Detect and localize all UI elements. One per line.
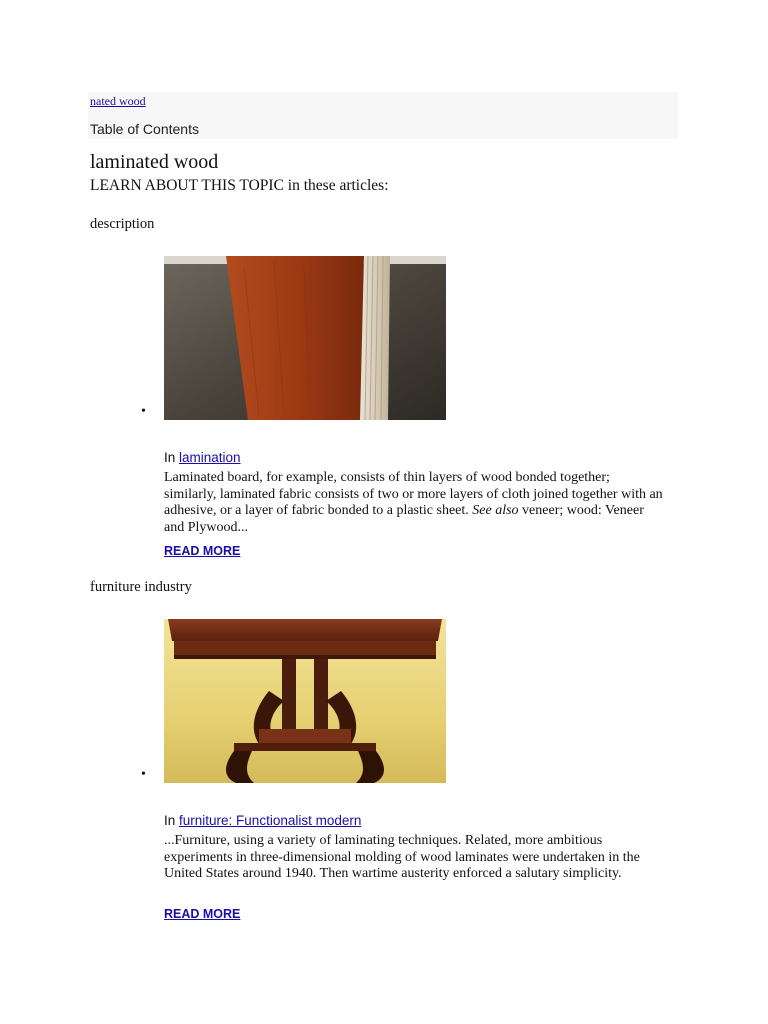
- section-heading-description: description: [90, 216, 155, 232]
- article-excerpt: [164, 470, 664, 536]
- read-more-link[interactable]: READ MORE: [164, 544, 241, 558]
- in-label: In: [164, 813, 176, 828]
- excerpt-text-tail: veneer; wood: Veneer and Plywood...: [164, 503, 644, 535]
- article-link-lamination[interactable]: lamination: [179, 450, 241, 465]
- article-source-line: [164, 450, 241, 465]
- in-label: In: [164, 450, 176, 465]
- breadcrumb-link[interactable]: nated wood: [90, 94, 146, 108]
- section-heading-furniture-industry: furniture industry: [90, 579, 192, 595]
- learn-about-heading: LEARN ABOUT THIS TOPIC in these articles:: [90, 177, 389, 194]
- page-title: laminated wood: [90, 151, 219, 173]
- article-excerpt: [164, 833, 664, 883]
- read-more-link[interactable]: READ MORE: [164, 907, 241, 921]
- excerpt-text: Laminated board, for example, consists of thin layers of wood bonded together; similarly, laminated fabric consists of two or more layers of cloth joined together with an adhesive, or a layer of fabric bonded to a plastic sheet.: [164, 470, 663, 518]
- table-of-contents-toggle[interactable]: Table of Contents: [90, 121, 199, 137]
- article-link-furniture-functionalist-modern[interactable]: furniture: Functionalist modern: [179, 813, 362, 828]
- excerpt-see-also: See also: [472, 503, 519, 518]
- list-bullet: •: [141, 404, 146, 419]
- excerpt-text: ...Furniture, using a variety of laminating techniques. Related, more ambitious experiments in three-dimensional molding of wood laminates were undertaken in the United States around 1940. Then wartime austerity enforced a salutary simplicity.: [164, 833, 640, 881]
- list-bullet: •: [141, 767, 146, 782]
- laminated-board-image[interactable]: [164, 256, 446, 420]
- card-table-image[interactable]: [164, 619, 446, 783]
- article-source-line: [164, 813, 361, 828]
